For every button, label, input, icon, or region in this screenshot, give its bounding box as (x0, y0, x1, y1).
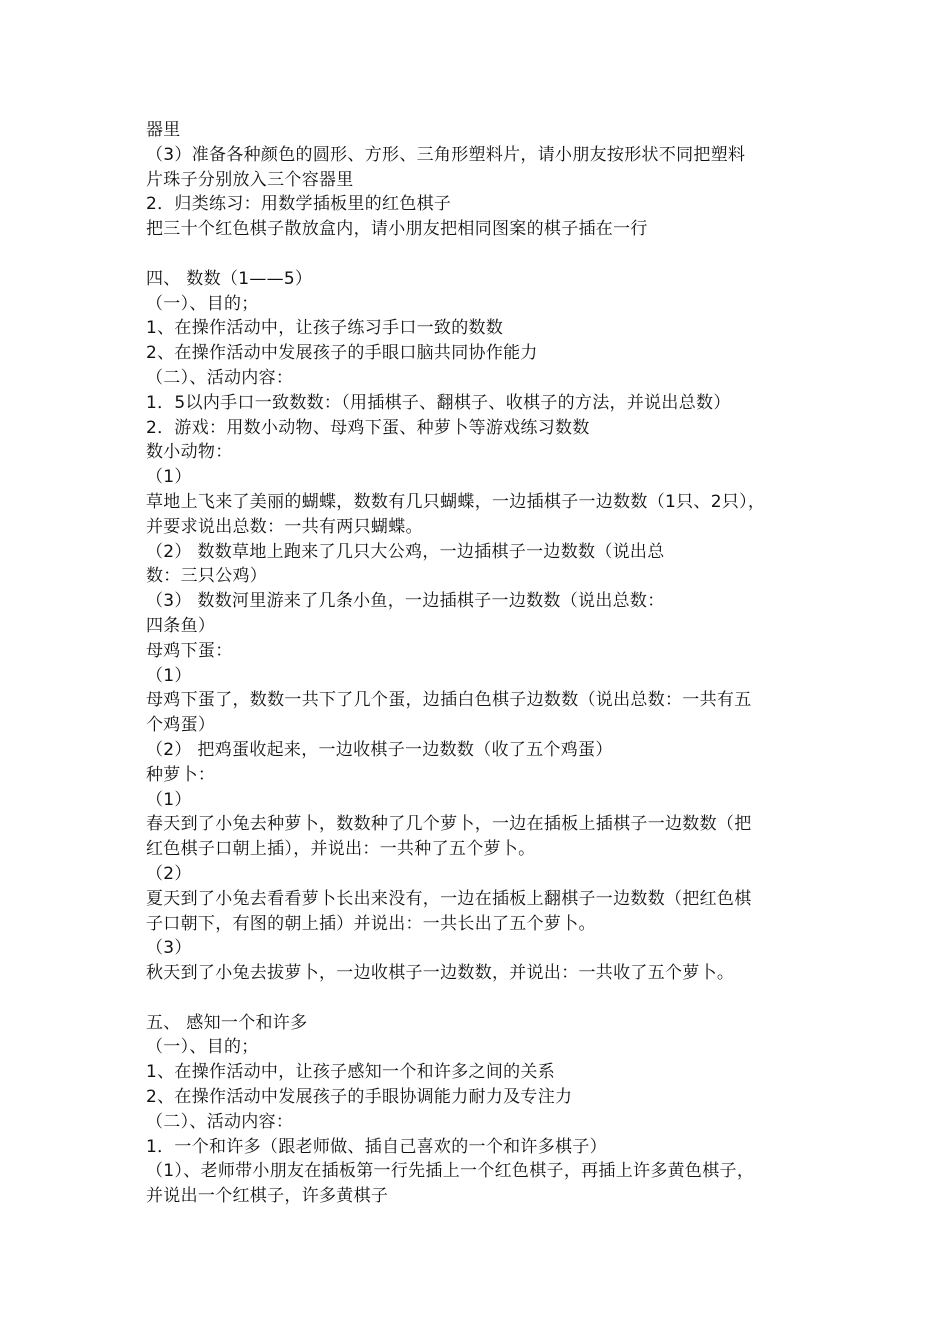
text-line: 把三十个红色棋子散放盒内，请小朋友把相同图案的棋子插在一行 (146, 219, 648, 240)
text-line: （3）准备各种颜色的圆形、方形、三角形塑料片，请小朋友按形状不同把塑料 (146, 144, 746, 165)
text-line: （一）、目的； (146, 293, 259, 314)
blank-line (146, 986, 826, 1011)
text-line: 母鸡下蛋了，数数一共下了几个蛋，边插白色棋子边数数（说出总数：一共有五 (146, 690, 752, 711)
text-line: 数：三只公鸡） (146, 566, 268, 587)
text-line: 2、在操作活动中发展孩子的手眼协调能力耐力及专注力 (146, 1087, 573, 1108)
text-line: 2、在操作活动中发展孩子的手眼口脑共同协作能力 (146, 343, 538, 364)
text-line: 个鸡蛋） (146, 715, 216, 736)
text-line: 草地上飞来了美丽的蝴蝶，数数有几只蝴蝶，一边插棋子一边数数（1只、2只）， (146, 491, 766, 512)
text-line: （1） (146, 789, 192, 810)
text-line: （3） 数数河里游来了几条小鱼，一边插棋子一边数数（说出总数： (146, 591, 665, 612)
text-line: 1．一个和许多（跟老师做、插自己喜欢的一个和许多棋子） (146, 1136, 607, 1157)
text-line: 2．归类练习：用数学插板里的红色棋子 (146, 194, 452, 215)
text-line: （3） (146, 938, 192, 959)
text-line: 数小动物： (146, 442, 233, 463)
text-line: 1．5以内手口一致数数：（用插棋子、翻棋子、收棋子的方法，并说出总数） (146, 392, 731, 413)
text-line: （2） 数数草地上跑来了几只大公鸡，一边插棋子一边数数（说出总 (146, 541, 665, 562)
text-line: 2．游戏：用数小动物、母鸡下蛋、种萝卜等游戏练习数数 (146, 417, 590, 438)
text-line: 片珠子分别放入三个容器里 (146, 169, 354, 190)
text-line: 子口朝下，有图的朝上插）并说出：一共长出了五个萝卜。 (146, 913, 596, 934)
text-line: （2） 把鸡蛋收起来，一边收棋子一边数数（收了五个鸡蛋） (146, 739, 613, 760)
text-line: 并说出一个红棋子，许多黄棋子 (146, 1186, 389, 1207)
text-line: 1、在操作活动中，让孩子感知一个和许多之间的关系 (146, 1062, 556, 1083)
text-line: 1、在操作活动中，让孩子练习手口一致的数数 (146, 318, 504, 339)
text-line: （2） (146, 863, 192, 884)
text-line: （二）、活动内容： (146, 1111, 294, 1132)
text-line: 红色棋子口朝上插），并说出：一共种了五个萝卜。 (146, 839, 536, 860)
text-line: 夏天到了小兔去看看萝卜长出来没有，一边在插板上翻棋子一边数数（把红色棋 (146, 888, 752, 909)
text-line: 秋天到了小兔去拔萝卜，一边收棋子一边数数，并说出：一共收了五个萝卜。 (146, 963, 735, 984)
text-line: 五、 感知一个和许多 (146, 1012, 308, 1033)
text-line: （1）、老师带小朋友在插板第一行先插上一个红色棋子，再插上许多黄色棋子， (146, 1161, 755, 1182)
text-line: 四、 数数（1——5） (146, 268, 313, 289)
text-line: （1） (146, 467, 192, 488)
text-line: 器里 (146, 120, 181, 140)
document-body (146, 118, 826, 1209)
text-line: （二）、活动内容： (146, 367, 294, 388)
text-line: 母鸡下蛋： (146, 640, 233, 661)
text-line: 并要求说出总数：一共有两只蝴蝶。 (146, 516, 423, 537)
blank-line (146, 242, 826, 267)
text-line: （1） (146, 665, 192, 686)
text-line: （一）、目的； (146, 1037, 259, 1058)
text-line: 春天到了小兔去种萝卜，数数种了几个萝卜，一边在插板上插棋子一边数数（把 (146, 814, 752, 835)
text-line: 四条鱼） (146, 615, 216, 636)
text-line: 种萝卜： (146, 764, 216, 785)
